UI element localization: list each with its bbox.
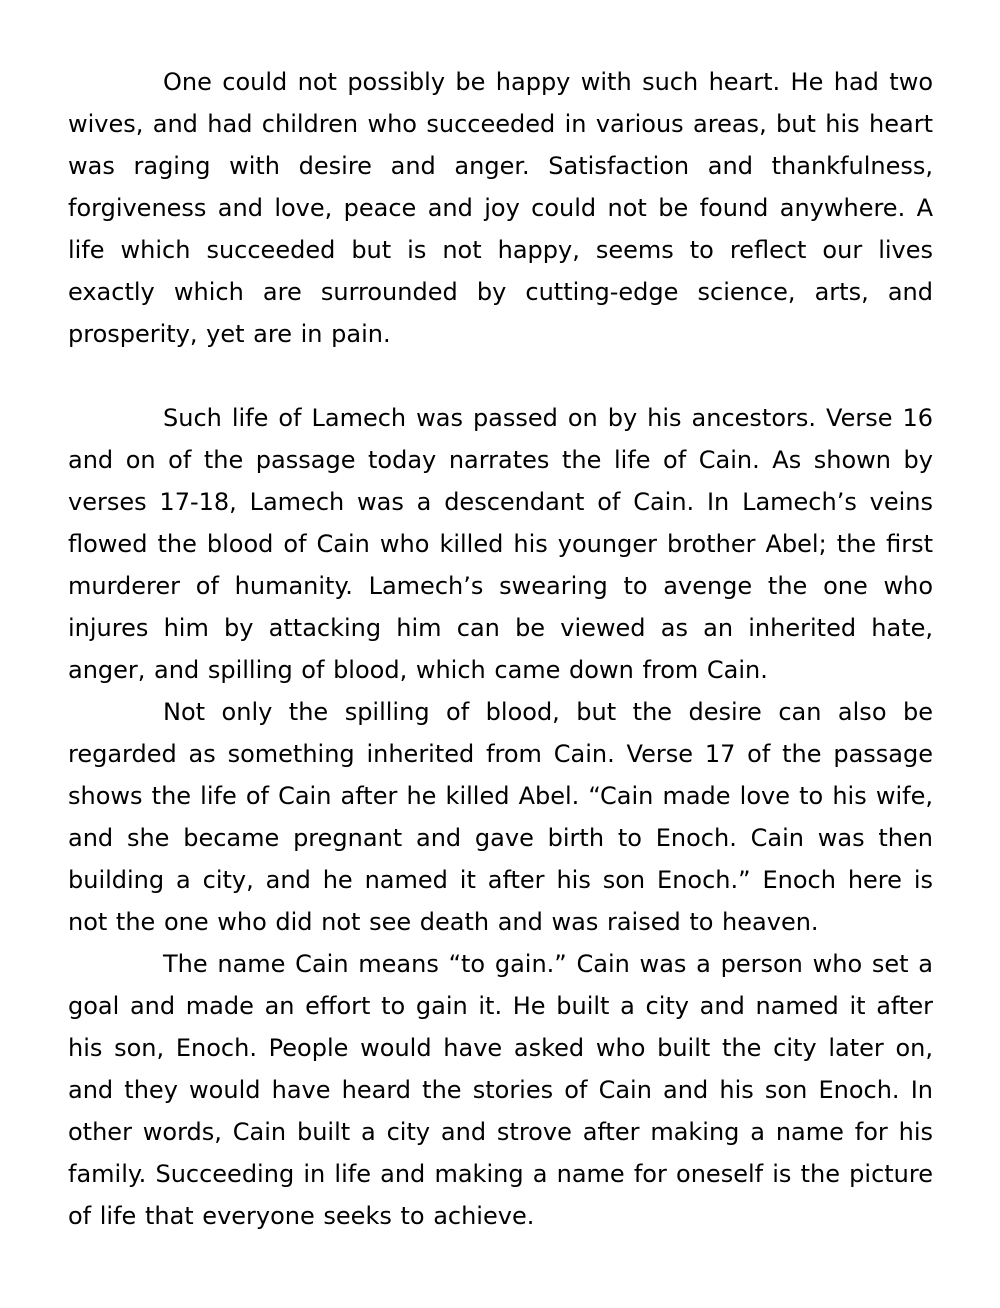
paragraph-1: One could not possibly be happy with such heart. He had two wives, and had children who succeeded in various areas, but his heart was raging with desire and anger. Satisfaction and thankfulness, forgiveness and love, peace and joy could not be found anywhere. A life which succeeded but is not happy, seems to reflect our lives exactly which are surrounded by cutting-edge science, arts, and prosperity, yet are in pain.	[68, 68, 933, 348]
paragraph-3: Not only the spilling of blood, but the desire can also be regarded as something inherited from Cain. Verse 17 of the passage shows the life of Cain after he killed Abel. “Cain made love to his wife, and she became pregnant and gave birth to Enoch. Cain was then building a city, and he named it after his son Enoch.” Enoch here is not the one who did not see death and was raised to heaven.	[68, 698, 933, 936]
paragraph-2: Such life of Lamech was passed on by his ancestors. Verse 16 and on of the passage today narrates the life of Cain. As shown by verses 17-18, Lamech was a descendant of Cain. In Lamech’s veins flowed the blood of Cain who killed his younger brother Abel; the first murderer of humanity. Lamech’s swearing to avenge the one who injures him by attacking him can be viewed as an inherited hate, anger, and spilling of blood, which came down from Cain.	[68, 404, 933, 684]
document-page	[68, 61, 933, 1237]
paragraph-4: The name Cain means “to gain.” Cain was a person who set a goal and made an effort to gain it. He built a city and named it after his son, Enoch. People would have asked who built the city later on, and they would have heard the stories of Cain and his son Enoch. In other words, Cain built a city and strove after making a name for his family. Succeeding in life and making a name for oneself is the picture of life that everyone seeks to achieve.	[68, 950, 933, 1230]
